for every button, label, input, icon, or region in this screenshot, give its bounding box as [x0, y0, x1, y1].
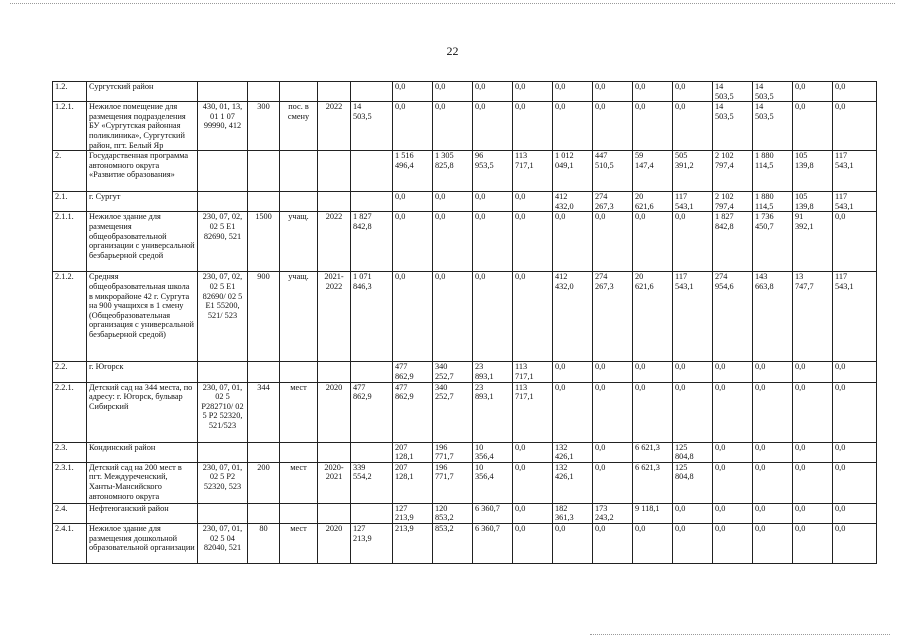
- amount-cell: 0,0: [553, 382, 593, 442]
- amount-cell: 1 880 114,5: [753, 151, 793, 192]
- budget-code-cell: 230, 07, 01, 02 5 P282710/ 02 5 P2 52320, 521/523: [198, 382, 248, 442]
- row-number-cell: 2.3.: [53, 442, 87, 462]
- amount-cell: 340 252,7: [433, 382, 473, 442]
- amount-cell: 113 717,1: [513, 382, 553, 442]
- budget-code-cell: [198, 82, 248, 102]
- amount-cell: 0,0: [713, 382, 753, 442]
- object-name-cell: Детский сад на 200 мест в пгт. Междуреченский, Ханты-Мансийского автономного округа: [87, 462, 198, 503]
- amount-cell: 0,0: [553, 102, 593, 151]
- amount-cell: 207 128,1: [393, 442, 433, 462]
- total-cost-cell: [351, 362, 393, 382]
- amount-cell: 14 503,5: [713, 102, 753, 151]
- budget-code-cell: [198, 362, 248, 382]
- amount-cell: 10 356,4: [473, 442, 513, 462]
- amount-cell: 105 139,8: [793, 192, 833, 212]
- amount-cell: 0,0: [593, 442, 633, 462]
- amount-cell: 20 621,6: [633, 272, 673, 362]
- amount-cell: 0,0: [753, 382, 793, 442]
- year-cell: [318, 442, 351, 462]
- amount-cell: 447 510,5: [593, 151, 633, 192]
- amount-cell: 0,0: [753, 362, 793, 382]
- total-cost-cell: 14 503,5: [351, 102, 393, 151]
- year-cell: 2021- 2022: [318, 272, 351, 362]
- amount-cell: 0,0: [753, 523, 793, 563]
- amount-cell: 0,0: [473, 102, 513, 151]
- row-number-cell: 2.1.: [53, 192, 87, 212]
- amount-cell: 0,0: [593, 462, 633, 503]
- budget-code-cell: [198, 503, 248, 523]
- amount-cell: 125 804,8: [673, 462, 713, 503]
- budget-code-cell: [198, 192, 248, 212]
- amount-cell: 132 426,1: [553, 462, 593, 503]
- unit-cell: мест: [280, 462, 318, 503]
- unit-cell: мест: [280, 523, 318, 563]
- amount-cell: 0,0: [673, 82, 713, 102]
- year-cell: 2020- 2021: [318, 462, 351, 503]
- amount-cell: 9 118,1: [633, 503, 673, 523]
- amount-cell: 0,0: [433, 192, 473, 212]
- total-cost-cell: 477 862,9: [351, 382, 393, 442]
- amount-cell: 0,0: [633, 362, 673, 382]
- year-cell: 2022: [318, 102, 351, 151]
- amount-cell: 0,0: [393, 272, 433, 362]
- amount-cell: 0,0: [713, 523, 753, 563]
- amount-cell: 0,0: [673, 382, 713, 442]
- total-cost-cell: 127 213,9: [351, 523, 393, 563]
- object-name-cell: г. Югорск: [87, 362, 198, 382]
- amount-cell: 117 543,1: [833, 272, 877, 362]
- amount-cell: 0,0: [673, 362, 713, 382]
- row-number-cell: 2.1.1.: [53, 212, 87, 272]
- object-name-cell: Кондинский район: [87, 442, 198, 462]
- capacity-cell: [248, 192, 280, 212]
- amount-cell: 0,0: [793, 523, 833, 563]
- amount-cell: 477 862,9: [393, 382, 433, 442]
- amount-cell: 0,0: [793, 503, 833, 523]
- amount-cell: 6 621,3: [633, 442, 673, 462]
- unit-cell: [280, 442, 318, 462]
- amount-cell: 0,0: [513, 523, 553, 563]
- year-cell: [318, 151, 351, 192]
- amount-cell: 14 503,5: [753, 82, 793, 102]
- amount-cell: 0,0: [553, 523, 593, 563]
- amount-cell: 96 953,5: [473, 151, 513, 192]
- table-row: [53, 503, 877, 523]
- amount-cell: 6 360,7: [473, 503, 513, 523]
- table-row: [53, 272, 877, 362]
- amount-cell: 1 516 496,4: [393, 151, 433, 192]
- row-number-cell: 2.: [53, 151, 87, 192]
- amount-cell: 213,9: [393, 523, 433, 563]
- amount-cell: 59 147,4: [633, 151, 673, 192]
- budget-code-cell: [198, 442, 248, 462]
- amount-cell: 477 862,9: [393, 362, 433, 382]
- amount-cell: 1 012 049,1: [553, 151, 593, 192]
- amount-cell: 10 356,4: [473, 462, 513, 503]
- amount-cell: 0,0: [553, 212, 593, 272]
- amount-cell: 23 893,1: [473, 362, 513, 382]
- amount-cell: 0,0: [593, 82, 633, 102]
- amount-cell: 0,0: [833, 82, 877, 102]
- capacity-cell: [248, 442, 280, 462]
- amount-cell: 0,0: [833, 382, 877, 442]
- amount-cell: 0,0: [793, 362, 833, 382]
- capacity-cell: 300: [248, 102, 280, 151]
- amount-cell: 0,0: [833, 212, 877, 272]
- object-name-cell: Нежилое здание для размещения общеобразовательной организации с универсальной безбарьерной средой: [87, 212, 198, 272]
- amount-cell: 0,0: [793, 82, 833, 102]
- amount-cell: 0,0: [833, 503, 877, 523]
- year-cell: 2022: [318, 212, 351, 272]
- capacity-cell: [248, 82, 280, 102]
- amount-cell: 0,0: [513, 102, 553, 151]
- amount-cell: 1 736 450,7: [753, 212, 793, 272]
- amount-cell: 0,0: [793, 442, 833, 462]
- unit-cell: пос. в смену: [280, 102, 318, 151]
- capacity-cell: 80: [248, 523, 280, 563]
- capacity-cell: [248, 362, 280, 382]
- amount-cell: 2 102 797,4: [713, 192, 753, 212]
- amount-cell: 0,0: [553, 362, 593, 382]
- table-row: [53, 382, 877, 442]
- amount-cell: 0,0: [753, 503, 793, 523]
- year-cell: [318, 362, 351, 382]
- amount-cell: 113 717,1: [513, 362, 553, 382]
- total-cost-cell: [351, 442, 393, 462]
- table-row: [53, 212, 877, 272]
- amount-cell: 853,2: [433, 523, 473, 563]
- amount-cell: 91 392,1: [793, 212, 833, 272]
- table-row: [53, 192, 877, 212]
- amount-cell: 173 243,2: [593, 503, 633, 523]
- total-cost-cell: [351, 192, 393, 212]
- object-name-cell: г. Сургут: [87, 192, 198, 212]
- amount-cell: 1 305 825,8: [433, 151, 473, 192]
- amount-cell: 196 771,7: [433, 462, 473, 503]
- amount-cell: 196 771,7: [433, 442, 473, 462]
- table-row: [53, 151, 877, 192]
- amount-cell: 274 267,3: [593, 192, 633, 212]
- object-name-cell: Нежилое здание для размещения дошкольной образовательной организации: [87, 523, 198, 563]
- amount-cell: 0,0: [473, 82, 513, 102]
- amount-cell: 505 391,2: [673, 151, 713, 192]
- amount-cell: 14 503,5: [753, 102, 793, 151]
- year-cell: [318, 82, 351, 102]
- scan-bottom-edge: [590, 634, 890, 635]
- amount-cell: 0,0: [633, 212, 673, 272]
- amount-cell: 120 853,2: [433, 503, 473, 523]
- amount-cell: 0,0: [393, 192, 433, 212]
- total-cost-cell: [351, 82, 393, 102]
- amount-cell: 127 213,9: [393, 503, 433, 523]
- amount-cell: 0,0: [753, 462, 793, 503]
- object-name-cell: Государственная программа автономного округа «Развитие образования»: [87, 151, 198, 192]
- amount-cell: 182 361,3: [553, 503, 593, 523]
- amount-cell: 0,0: [593, 362, 633, 382]
- capacity-cell: 200: [248, 462, 280, 503]
- amount-cell: 0,0: [593, 212, 633, 272]
- object-name-cell: Нежилое помещение для размещения подразделения БУ «Сургутская районная поликлиника», Сургутский район, пгт. Белый Яр: [87, 102, 198, 151]
- unit-cell: учащ.: [280, 212, 318, 272]
- page-number: 22: [446, 44, 459, 58]
- amount-cell: 0,0: [833, 442, 877, 462]
- unit-cell: мест: [280, 382, 318, 442]
- amount-cell: 274 267,3: [593, 272, 633, 362]
- amount-cell: 0,0: [513, 442, 553, 462]
- amount-cell: 0,0: [793, 382, 833, 442]
- table-row: [53, 102, 877, 151]
- unit-cell: [280, 151, 318, 192]
- unit-cell: [280, 362, 318, 382]
- amount-cell: 117 543,1: [673, 272, 713, 362]
- amount-cell: 0,0: [833, 462, 877, 503]
- amount-cell: 14 503,5: [713, 82, 753, 102]
- capacity-cell: [248, 503, 280, 523]
- amount-cell: 0,0: [793, 462, 833, 503]
- row-number-cell: 2.4.: [53, 503, 87, 523]
- amount-cell: 20 621,6: [633, 192, 673, 212]
- amount-cell: 0,0: [713, 503, 753, 523]
- amount-cell: 0,0: [593, 523, 633, 563]
- total-cost-cell: [351, 503, 393, 523]
- budget-code-cell: 430, 01, 13, 01 1 07 99990, 412: [198, 102, 248, 151]
- object-name-cell: Средняя общеобразовательная школа в микрорайоне 42 г. Сургута на 900 учащихся в 1 смену (Общеобразовательная организация с универсальной безбарьерной средой): [87, 272, 198, 362]
- amount-cell: 0,0: [633, 382, 673, 442]
- budget-code-cell: 230, 07, 02, 02 5 E1 82690, 521: [198, 212, 248, 272]
- amount-cell: 0,0: [513, 462, 553, 503]
- budget-code-cell: 230, 07, 01, 02 5 04 82040, 521: [198, 523, 248, 563]
- amount-cell: 0,0: [833, 362, 877, 382]
- table-row: [53, 82, 877, 102]
- year-cell: 2020: [318, 382, 351, 442]
- table-row: [53, 442, 877, 462]
- amount-cell: 274 954,6: [713, 272, 753, 362]
- amount-cell: 125 804,8: [673, 442, 713, 462]
- amount-cell: 0,0: [433, 102, 473, 151]
- amount-cell: 2 102 797,4: [713, 151, 753, 192]
- amount-cell: 0,0: [473, 212, 513, 272]
- amount-cell: 117 543,1: [673, 192, 713, 212]
- amount-cell: 143 663,8: [753, 272, 793, 362]
- capacity-cell: [248, 151, 280, 192]
- amount-cell: 412 432,0: [553, 272, 593, 362]
- total-cost-cell: 1 827 842,8: [351, 212, 393, 272]
- budget-code-cell: [198, 151, 248, 192]
- total-cost-cell: 1 071 846,3: [351, 272, 393, 362]
- amount-cell: 0,0: [673, 102, 713, 151]
- amount-cell: 0,0: [433, 272, 473, 362]
- row-number-cell: 2.3.1.: [53, 462, 87, 503]
- amount-cell: 0,0: [513, 272, 553, 362]
- scan-top-edge: [10, 3, 895, 4]
- table-row: [53, 362, 877, 382]
- unit-cell: [280, 82, 318, 102]
- amount-cell: 23 893,1: [473, 382, 513, 442]
- amount-cell: 117 543,1: [833, 192, 877, 212]
- amount-cell: 0,0: [393, 82, 433, 102]
- object-name-cell: Детский сад на 344 места, по адресу: г. Югорск, бульвар Сибирский: [87, 382, 198, 442]
- budget-code-cell: 230, 07, 01, 02 5 P2 52320, 523: [198, 462, 248, 503]
- amount-cell: 113 717,1: [513, 151, 553, 192]
- row-number-cell: 1.2.1.: [53, 102, 87, 151]
- amount-cell: 0,0: [513, 212, 553, 272]
- amount-cell: 0,0: [753, 442, 793, 462]
- amount-cell: 13 747,7: [793, 272, 833, 362]
- capacity-cell: 344: [248, 382, 280, 442]
- unit-cell: [280, 192, 318, 212]
- amount-cell: 1 880 114,5: [753, 192, 793, 212]
- year-cell: 2020: [318, 523, 351, 563]
- row-number-cell: 2.2.1.: [53, 382, 87, 442]
- amount-cell: 0,0: [433, 212, 473, 272]
- amount-cell: 0,0: [553, 82, 593, 102]
- year-cell: [318, 192, 351, 212]
- object-name-cell: Нефтеюганский район: [87, 503, 198, 523]
- table-row: [53, 462, 877, 503]
- amount-cell: 0,0: [793, 102, 833, 151]
- amount-cell: 0,0: [673, 503, 713, 523]
- amount-cell: 0,0: [673, 523, 713, 563]
- row-number-cell: 2.1.2.: [53, 272, 87, 362]
- amount-cell: 0,0: [633, 82, 673, 102]
- amount-cell: 0,0: [633, 523, 673, 563]
- row-number-cell: 2.4.1.: [53, 523, 87, 563]
- capacity-cell: 1500: [248, 212, 280, 272]
- amount-cell: 0,0: [513, 192, 553, 212]
- amount-cell: 105 139,8: [793, 151, 833, 192]
- amount-cell: 0,0: [713, 442, 753, 462]
- amount-cell: 6 360,7: [473, 523, 513, 563]
- object-name-cell: Сургутский район: [87, 82, 198, 102]
- amount-cell: 412 432,0: [553, 192, 593, 212]
- row-number-cell: 1.2.: [53, 82, 87, 102]
- amount-cell: 0,0: [833, 523, 877, 563]
- unit-cell: учащ.: [280, 272, 318, 362]
- total-cost-cell: 339 554,2: [351, 462, 393, 503]
- capital-investment-table: [52, 81, 877, 564]
- amount-cell: 207 128,1: [393, 462, 433, 503]
- amount-cell: 0,0: [393, 102, 433, 151]
- amount-cell: 0,0: [633, 102, 673, 151]
- amount-cell: 6 621,3: [633, 462, 673, 503]
- amount-cell: 0,0: [713, 362, 753, 382]
- amount-cell: 0,0: [593, 382, 633, 442]
- amount-cell: 0,0: [513, 82, 553, 102]
- amount-cell: 0,0: [833, 102, 877, 151]
- amount-cell: 0,0: [713, 462, 753, 503]
- unit-cell: [280, 503, 318, 523]
- year-cell: [318, 503, 351, 523]
- amount-cell: 0,0: [473, 272, 513, 362]
- amount-cell: 1 827 842,8: [713, 212, 753, 272]
- row-number-cell: 2.2.: [53, 362, 87, 382]
- amount-cell: 117 543,1: [833, 151, 877, 192]
- amount-cell: 0,0: [473, 192, 513, 212]
- budget-code-cell: 230, 07, 02, 02 5 E1 82690/ 02 5 E1 55200, 521/ 523: [198, 272, 248, 362]
- amount-cell: 132 426,1: [553, 442, 593, 462]
- amount-cell: 340 252,7: [433, 362, 473, 382]
- amount-cell: 0,0: [433, 82, 473, 102]
- amount-cell: 0,0: [593, 102, 633, 151]
- amount-cell: 0,0: [393, 212, 433, 272]
- amount-cell: 0,0: [673, 212, 713, 272]
- amount-cell: 0,0: [513, 503, 553, 523]
- total-cost-cell: [351, 151, 393, 192]
- capacity-cell: 900: [248, 272, 280, 362]
- table-row: [53, 523, 877, 563]
